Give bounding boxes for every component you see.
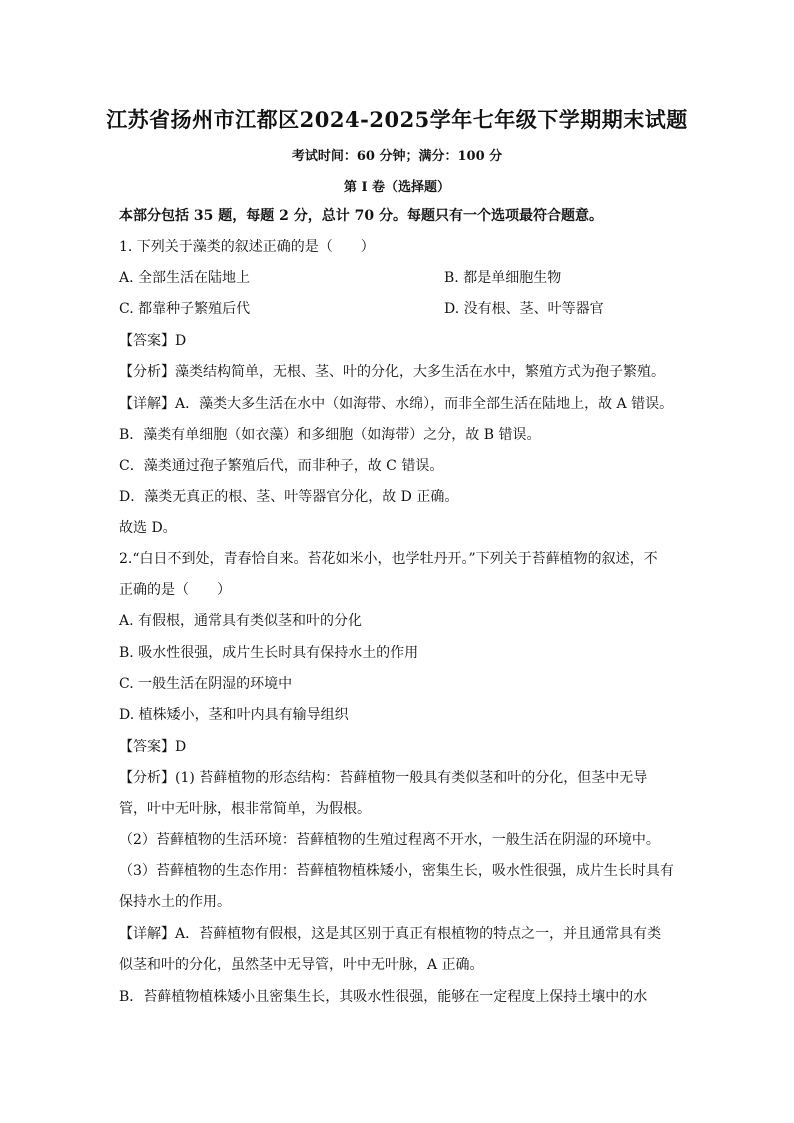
q1-detail-line: B．藻类有单细胞（如衣藻）和多细胞（如海带）之分，故 B 错误。 — [119, 427, 541, 443]
section-heading: 第 I 卷（选择题） — [343, 180, 451, 195]
page-title: 江苏省扬州市江都区2024-2025学年七年级下学期期末试题 — [106, 107, 688, 132]
exam-meta: 考试时间：60 分钟；满分：100 分 — [291, 149, 503, 164]
q1-analysis: 【分析】藻类结构简单，无根、茎、叶的分化，大多生活在水中，繁殖方式为孢子繁殖。 — [119, 364, 665, 380]
q2-analysis-line: 【分析】(1) 苔藓植物的形态结构：苔藓植物一般具有类似茎和叶的分化，但茎中无导 — [119, 770, 648, 786]
q1-conclusion: 故选 D。 — [119, 520, 177, 536]
q2-stem-line: 正确的是（ ） — [119, 582, 231, 598]
q2-option-d: D. 植株矮小，茎和叶内具有输导组织 — [119, 707, 349, 723]
instructions: 本部分包括 35 题，每题 2 分，总计 70 分。每题只有一个选项最符合题意。 — [119, 208, 603, 224]
q1-option-d: D. 没有根、茎、叶等器官 — [444, 301, 604, 317]
q2-analysis-line: 保持水土的作用。 — [119, 894, 231, 910]
q2-stem-line: 2.“白日不到处，青春恰自来。苔花如米小，也学牡丹开。”下列关于苔藓植物的叙述，不 — [119, 551, 658, 567]
q2-detail-line: 似茎和叶的分化，虽然茎中无导管，叶中无叶脉，A 正确。 — [119, 957, 484, 973]
q1-stem: 1. 下列关于藻类的叙述正确的是（ ） — [119, 239, 375, 255]
q2-analysis-line: 管，叶中无叶脉，根非常简单，为假根。 — [119, 801, 371, 817]
q2-answer: 【答案】D — [119, 739, 187, 755]
q1-option-a: A. 全部生活在陆地上 — [119, 270, 251, 286]
q1-detail-line: 【详解】A．藻类大多生活在水中（如海带、水绵），而非全部生活在陆地上，故 A 错误。 — [119, 396, 674, 412]
q2-detail-line: B．苔藓植物植株矮小且密集生长，其吸水性很强，能够在一定程度上保持土壤中的水 — [119, 989, 648, 1005]
q1-detail-line: C．藻类通过孢子繁殖后代，而非种子，故 C 错误。 — [119, 458, 444, 474]
q1-option-c: C. 都靠种子繁殖后代 — [119, 301, 251, 317]
q2-option-b: B. 吸水性很强，成片生长时具有保持水土的作用 — [119, 645, 419, 661]
q1-option-b: B. 都是单细胞生物 — [444, 270, 562, 286]
q2-detail-line: 【详解】A．苔藓植物有假根，这是其区别于真正有根植物的特点之一，并且通常具有类 — [119, 926, 662, 942]
q2-analysis-line: （3）苔藓植物的生态作用：苔藓植物植株矮小，密集生长，吸水性很强，成片生长时具有 — [119, 863, 674, 879]
q1-answer: 【答案】D — [119, 333, 187, 349]
q2-analysis-line: （2）苔藓植物的生活环境：苔藓植物的生殖过程离不开水，一般生活在阴湿的环境中。 — [119, 832, 660, 848]
q2-option-a: A. 有假根，通常具有类似茎和叶的分化 — [119, 613, 363, 629]
q2-option-c: C. 一般生活在阴湿的环境中 — [119, 676, 293, 692]
q1-detail-line: D．藻类无真正的根、茎、叶等器官分化，故 D 正确。 — [119, 489, 459, 505]
